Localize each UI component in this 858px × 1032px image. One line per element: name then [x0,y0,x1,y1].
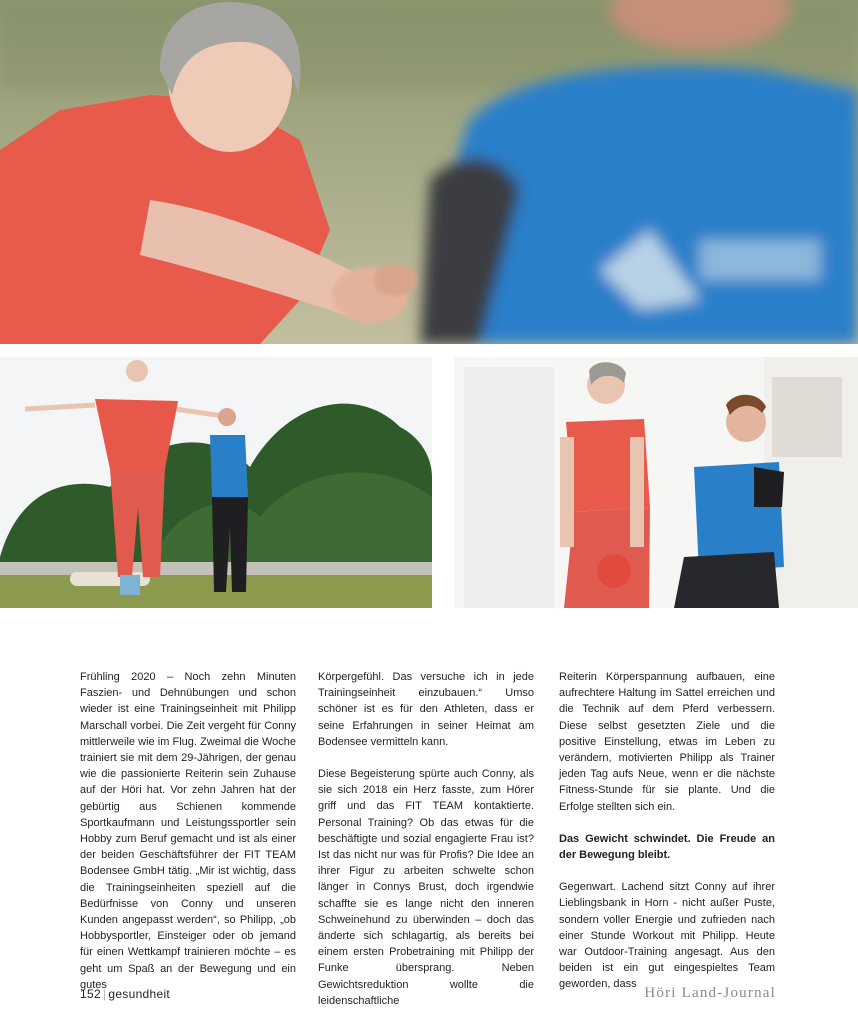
hands-reaching-photo [0,0,858,344]
footer-separator: | [102,987,107,1001]
balance-exercise-photo [0,357,432,608]
article-column-1 [80,669,296,1009]
section-heading: Das Gewicht schwindet. Die Freude an der Bewegung bleibt. [559,832,775,862]
page-number: 152 [80,987,101,1001]
journal-name: Höri Land-Journal [644,985,776,1001]
page-footer-left [80,987,170,1001]
article-column-2 [318,669,534,1025]
article-column-3 [559,669,775,1009]
kettlebell-training-photo [454,357,858,608]
article-paragraph: Reiterin Körperspannung aufbauen, eine aufrechtere Haltung im Sattel erreichen und die Technik auf dem Pferd verbessern. Diese selbst gesetzten Ziele und die positive Einstellung, etwas im Leben zu verändern, motivierten Philipp als Trainer jeden Tag aufs Neue, wenn er die nächste Fitness-Stunde für sie plante. Und die Erfolge stellten sich ein. [559,671,775,813]
article-paragraph: Gegenwart. Lachend sitzt Conny auf ihrer Lieblingsbank in Horn - nicht außer Puste, sondern voller Energie und zufrieden nach einer Stunde Workout mit Philipp. Heute war Outdoor-Training angesagt. Aus den beiden ist ein gut eingespieltes Team geworden, dass [559,881,775,991]
article-paragraph: Frühling 2020 – Noch zehn Minuten Faszien- und Dehnübungen und schon wieder ist eine Trainingseinheit mit Philipp Marschall vorbei. Die Zeit vergeht für Conny mittlerweile wie im Flug. Zweimal die Woche trainiert sie mit dem 29-Jährigen, der genau wie die passionierte Reiterin sein Zuhause auf der Höri hat. Vor zehn Jahren hat der gebürtig aus Schienen kommende Sportkaufmann und Leistungssportler sein Hobby zum Beruf gemacht und ist als einer der beiden Geschäftsführer der FIT TEAM Bodensee GmbH tätig. „Mir ist wichtig, dass die Trainingseinheiten speziell auf die Bedürfnisse von Conny und unseren Kunden angepasst werden“, so Philipp, „ob Hobbysportler, Einsteiger oder ob jemand für einen Wettkampf trainieren möchte – es geht um Spaß an der Bewegung und ein gutes [80,671,296,991]
article-paragraph: Körpergefühl. Das versuche ich in jede Trainingseinheit einzubauen.“ Umso schöner ist es für den Athleten, dass er seine Erfahrungen in seiner Heimat am Bodensee vermitteln kann. [318,671,534,748]
article-paragraph: Diese Begeisterung spürte auch Conny, als sie sich 2018 ein Herz fasste, zum Hörer griff und das FIT TEAM kontaktierte. Personal Training? Ob das etwas für die beschäftigte und sozial engagierte Frau ist? Ist das nicht nur was für Profis? Die Idee an ihrer Figur zu arbeiten schwelte schon länger in Connys Brust, doch irgendwie schaffte sie es lange nicht den inneren Schweinehund zu überwinden – doch das änderte sich schlagartig, als bereits bei einem ersten Probetraining mit Philipp der Funke übersprang. Neben Gewichtsreduktion wollte die leidenschaftliche [318,768,534,1007]
section-name: gesundheit [108,987,171,1001]
